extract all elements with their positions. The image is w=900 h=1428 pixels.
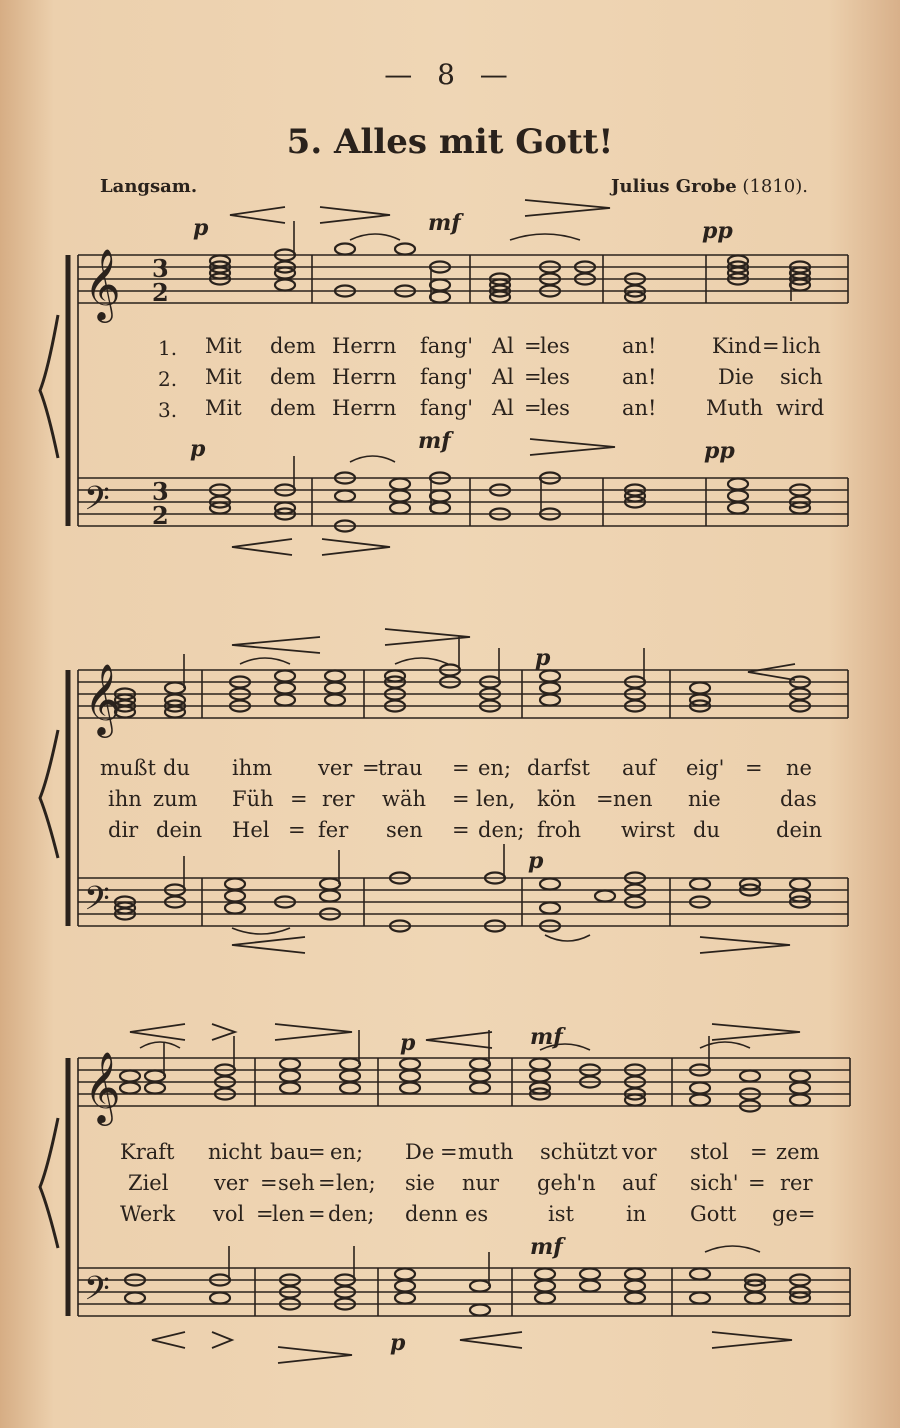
note-head	[400, 1083, 420, 1094]
note-head	[280, 1083, 300, 1094]
page-number: — 8 —	[384, 58, 516, 91]
lyric-syllable: =	[308, 1202, 326, 1226]
dynamic-p: p	[535, 645, 551, 671]
note-head	[530, 1059, 550, 1070]
verse-number: 2.	[158, 367, 178, 391]
note-head	[690, 683, 710, 694]
note-head	[625, 1269, 645, 1280]
note-head	[225, 891, 245, 902]
lyric-syllable: les	[540, 334, 570, 358]
dynamic-mf: mf	[530, 1024, 563, 1050]
note-head	[690, 1293, 710, 1304]
lyric-syllable: Al	[492, 365, 514, 389]
lyric-syllable: les	[540, 365, 570, 389]
note-head	[225, 879, 245, 890]
lyric-syllable: nen	[613, 787, 653, 811]
note-head	[280, 1071, 300, 1082]
lyric-syllable: Mit	[205, 396, 242, 420]
lyric-syllable: =	[762, 334, 780, 358]
note-head	[165, 683, 185, 694]
note-head	[320, 891, 340, 902]
lyric-syllable: Ziel	[128, 1171, 169, 1195]
lyric-syllable: denn	[405, 1202, 458, 1226]
note-head	[280, 1059, 300, 1070]
lyric-syllable: vol	[213, 1202, 245, 1226]
lyric-syllable: du	[693, 818, 720, 842]
decrescendo-hairpin	[700, 937, 790, 953]
lyric-syllable: =	[440, 1140, 458, 1164]
lyric-syllable: Mit	[205, 365, 242, 389]
note-head	[790, 1071, 810, 1082]
lyric-syllable: Herrn	[332, 365, 397, 389]
dynamic-mf: mf	[418, 428, 451, 454]
crescendo-hairpin	[748, 664, 795, 680]
note-head	[625, 1281, 645, 1292]
lyric-syllable: den;	[478, 818, 525, 842]
lyric-syllable: kön	[537, 787, 576, 811]
note-head	[390, 503, 410, 514]
note-head	[335, 244, 355, 255]
lyric-syllable: Werk	[120, 1202, 176, 1226]
bass-clef-icon: 𝄢	[84, 480, 110, 526]
lyric-syllable: nur	[462, 1171, 500, 1195]
lyric-syllable: ne	[786, 756, 812, 780]
lyric-syllable: eig'	[686, 756, 725, 780]
note-head	[210, 1293, 230, 1304]
composer-name: Julius Grobe	[611, 176, 737, 197]
lyric-syllable: zem	[776, 1140, 820, 1164]
lyric-syllable: ge=	[772, 1202, 816, 1226]
slur	[700, 1042, 750, 1048]
lyric-syllable: =	[596, 787, 614, 811]
time-signature-bottom: 2	[152, 501, 169, 530]
note-head	[625, 1293, 645, 1304]
lyric-syllable: en;	[330, 1140, 364, 1164]
lyric-syllable: schützt	[540, 1140, 618, 1164]
lyric-syllable: ist	[548, 1202, 574, 1226]
lyric-syllable: =	[750, 1140, 768, 1164]
lyric-syllable: nie	[688, 787, 721, 811]
note-head	[580, 1281, 600, 1292]
tempo-marking: Langsam.	[100, 176, 198, 197]
lyric-syllable: Al	[492, 334, 514, 358]
lyric-syllable: dir	[108, 818, 139, 842]
lyric-syllable: =	[318, 1171, 336, 1195]
note-head	[530, 1071, 550, 1082]
lyric-syllable: geh'n	[537, 1171, 596, 1195]
note-head	[470, 1083, 490, 1094]
lyric-syllable: fang'	[420, 396, 474, 420]
lyric-syllable: =	[308, 1140, 326, 1164]
lyric-syllable: muth	[458, 1140, 514, 1164]
slur	[545, 935, 590, 941]
lyric-syllable: du	[163, 756, 190, 780]
note-head	[540, 671, 560, 682]
bass-clef-icon: 𝄢	[84, 1270, 110, 1316]
slur	[140, 1042, 180, 1048]
lyric-syllable: =	[290, 787, 308, 811]
lyric-syllable: trau	[378, 756, 423, 780]
note-head	[275, 280, 295, 291]
note-head	[470, 1071, 490, 1082]
lyric-syllable: wäh	[382, 787, 427, 811]
note-head	[325, 695, 345, 706]
note-head	[690, 1095, 710, 1106]
lyric-syllable: bau	[270, 1140, 310, 1164]
note-head	[728, 503, 748, 514]
note-head	[325, 683, 345, 694]
note-head	[275, 683, 295, 694]
crescendo-hairpin	[232, 539, 292, 555]
dynamic-p: p	[190, 436, 206, 462]
treble-clef-icon: 𝄞	[84, 247, 121, 320]
decrescendo-hairpin	[385, 629, 470, 645]
slur	[350, 456, 395, 462]
treble-clef-icon: 𝄞	[84, 1050, 121, 1123]
lyric-syllable: Al	[492, 396, 514, 420]
lyric-syllable: len;	[336, 1171, 376, 1195]
lyric-syllable: dem	[270, 396, 316, 420]
note-head	[275, 671, 295, 682]
note-head	[690, 1269, 710, 1280]
lyric-syllable: darfst	[527, 756, 590, 780]
lyric-syllable: len	[272, 1202, 305, 1226]
crescendo-hairpin	[230, 207, 285, 223]
note-head	[470, 1305, 490, 1316]
lyric-syllable: mußt	[100, 756, 156, 780]
note-head	[395, 1293, 415, 1304]
note-head	[325, 671, 345, 682]
lyric-syllable: Kind	[712, 334, 762, 358]
note-head	[390, 479, 410, 490]
note-head	[395, 1269, 415, 1280]
lyric-syllable: =	[288, 818, 306, 842]
note-head	[740, 1071, 760, 1082]
lyric-syllable: es	[465, 1202, 489, 1226]
lyric-syllable: an!	[622, 396, 657, 420]
lyric-syllable: dein	[776, 818, 823, 842]
lyric-syllable: zum	[153, 787, 198, 811]
note-head	[430, 280, 450, 291]
crescendo-hairpin	[130, 1024, 185, 1040]
note-head	[275, 695, 295, 706]
decrescendo-hairpin	[322, 539, 390, 555]
decrescendo-hairpin	[320, 207, 390, 223]
treble-clef-icon: 𝄞	[84, 662, 121, 735]
hymn-title: 5. Alles mit Gott!	[286, 122, 614, 162]
note-head	[470, 1059, 490, 1070]
dynamic-mf: mf	[530, 1234, 563, 1260]
note-head	[790, 879, 810, 890]
note-head	[340, 1083, 360, 1094]
slur	[350, 234, 400, 240]
lyric-syllable: in	[626, 1202, 647, 1226]
lyric-syllable: Die	[718, 365, 754, 389]
dynamic-pp: pp	[702, 218, 733, 244]
lyric-syllable: stol	[690, 1140, 729, 1164]
lyric-syllable: Kraft	[120, 1140, 175, 1164]
lyric-syllable: De	[405, 1140, 435, 1164]
lyric-syllable: en;	[478, 756, 512, 780]
verse-number: 1.	[158, 336, 178, 360]
lyric-syllable: sich'	[690, 1171, 739, 1195]
slur	[705, 1246, 760, 1252]
note-head	[395, 244, 415, 255]
lyric-syllable: sie	[405, 1171, 435, 1195]
note-head	[540, 903, 560, 914]
lyric-syllable: ver	[214, 1171, 249, 1195]
note-head	[125, 1293, 145, 1304]
note-head	[400, 1059, 420, 1070]
decrescendo-hairpin	[530, 439, 615, 455]
lyric-syllable: wirst	[621, 818, 675, 842]
lyric-syllable: Füh	[232, 787, 274, 811]
note-head	[430, 503, 450, 514]
note-head	[145, 1071, 165, 1082]
lyric-syllable: wird	[776, 396, 825, 420]
note-head	[395, 1281, 415, 1292]
lyric-syllable: Hel	[232, 818, 270, 842]
lyric-syllable: =	[452, 818, 470, 842]
dynamic-pp: pp	[704, 438, 735, 464]
decrescendo-hairpin	[712, 1024, 800, 1040]
time-signature-bottom: 2	[152, 278, 169, 307]
lyric-syllable: auf	[622, 1171, 656, 1195]
verse-number: 3.	[158, 398, 178, 422]
lyric-syllable: =	[524, 334, 542, 358]
note-head	[535, 1293, 555, 1304]
note-head	[340, 1059, 360, 1070]
note-head	[728, 491, 748, 502]
crescendo-hairpin	[426, 1032, 492, 1048]
lyric-syllable: rer	[322, 787, 355, 811]
note-head	[340, 1071, 360, 1082]
lyric-syllable: seh	[278, 1171, 315, 1195]
note-head	[120, 1071, 140, 1082]
lyric-syllable: dein	[156, 818, 203, 842]
lyric-syllable: ihm	[232, 756, 273, 780]
slur	[510, 234, 580, 240]
crescendo-hairpin	[232, 637, 320, 653]
lyric-syllable: froh	[537, 818, 581, 842]
lyric-syllable: fang'	[420, 334, 474, 358]
note-head	[790, 1083, 810, 1094]
lyric-syllable: =	[452, 787, 470, 811]
lyric-syllable: dem	[270, 334, 316, 358]
note-head	[690, 879, 710, 890]
dynamic-p: p	[193, 215, 209, 241]
note-head	[120, 1083, 140, 1094]
note-head	[790, 1095, 810, 1106]
brace	[40, 315, 58, 458]
lyric-syllable: les	[540, 396, 570, 420]
note-head	[535, 1269, 555, 1280]
lyric-syllable: fer	[318, 818, 349, 842]
lyric-syllable: Herrn	[332, 396, 397, 420]
slur	[395, 658, 448, 664]
note-head	[145, 1083, 165, 1094]
dynamic-p: p	[528, 848, 544, 874]
bass-clef-icon: 𝄢	[84, 880, 110, 926]
lyric-syllable: den;	[328, 1202, 375, 1226]
crescendo-hairpin	[232, 937, 305, 953]
lyric-syllable: =	[256, 1202, 274, 1226]
lyric-syllable: an!	[622, 334, 657, 358]
note-head	[690, 1083, 710, 1094]
note-head	[320, 879, 340, 890]
lyric-syllable: =	[362, 756, 380, 780]
lyric-syllable: rer	[780, 1171, 813, 1195]
note-head	[728, 479, 748, 490]
decrescendo-hairpin	[212, 1332, 232, 1348]
lyric-syllable: fang'	[420, 365, 474, 389]
crescendo-hairpin	[152, 1332, 185, 1348]
lyric-syllable: dem	[270, 365, 316, 389]
slur	[240, 658, 290, 664]
note-head	[595, 891, 615, 902]
lyric-syllable: nicht	[208, 1140, 262, 1164]
lyric-syllable: sen	[386, 818, 423, 842]
lyric-syllable: Muth	[706, 396, 763, 420]
note-head	[535, 1281, 555, 1292]
lyric-syllable: ver	[318, 756, 353, 780]
lyric-syllable: sich	[780, 365, 823, 389]
note-head	[225, 903, 245, 914]
lyric-syllable: lich	[782, 334, 821, 358]
note-head	[470, 1281, 490, 1292]
note-head	[540, 695, 560, 706]
lyric-syllable: =	[745, 756, 763, 780]
lyric-syllable: Herrn	[332, 334, 397, 358]
dynamic-mf: mf	[428, 210, 461, 236]
lyric-syllable: =	[524, 365, 542, 389]
lyric-syllable: ihn	[108, 787, 142, 811]
note-head	[540, 683, 560, 694]
note-head	[430, 292, 450, 303]
decrescendo-hairpin	[275, 1024, 352, 1040]
time-signature-top: 3	[152, 477, 169, 506]
lyric-syllable: =	[260, 1171, 278, 1195]
note-head	[390, 491, 410, 502]
lyric-syllable: an!	[622, 365, 657, 389]
lyric-syllable: =	[524, 396, 542, 420]
note-head	[400, 1071, 420, 1082]
lyric-syllable: len,	[476, 787, 516, 811]
lyric-syllable: vor	[622, 1140, 657, 1164]
dynamic-p: p	[390, 1330, 406, 1356]
lyric-syllable: Mit	[205, 334, 242, 358]
brace	[40, 1118, 58, 1248]
time-signature-top: 3	[152, 254, 169, 283]
decrescendo-hairpin	[525, 200, 610, 216]
decrescendo-hairpin	[278, 1347, 352, 1363]
brace	[40, 730, 58, 858]
composer-year: (1810).	[742, 176, 808, 197]
crescendo-hairpin	[460, 1332, 522, 1348]
lyric-syllable: auf	[622, 756, 656, 780]
lyric-syllable: =	[748, 1171, 766, 1195]
slur	[232, 928, 290, 934]
decrescendo-hairpin	[212, 1024, 235, 1040]
decrescendo-hairpin	[712, 1332, 792, 1348]
note-head	[540, 879, 560, 890]
note-head	[580, 1269, 600, 1280]
note-head	[430, 491, 450, 502]
lyric-syllable: das	[780, 787, 817, 811]
dynamic-p: p	[400, 1030, 416, 1056]
note-head	[335, 491, 355, 502]
note-head	[745, 1293, 765, 1304]
lyric-syllable: Gott	[690, 1202, 737, 1226]
lyric-syllable: =	[452, 756, 470, 780]
